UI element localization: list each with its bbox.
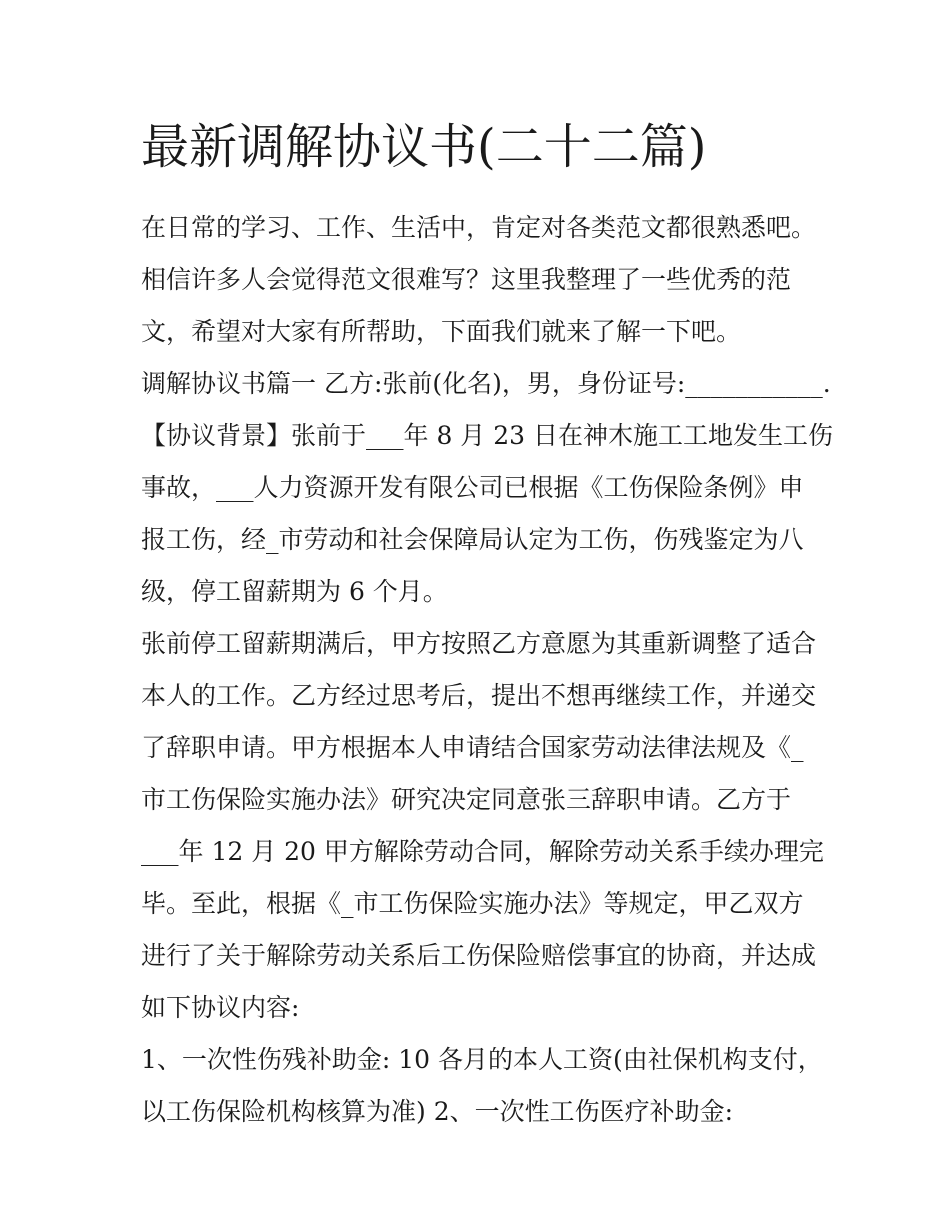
body-line: 张前停工留薪期满后，甲方按照乙方意愿为其重新调整了适合 xyxy=(141,629,817,658)
body-line: 毕。至此，根据《_市工伤保险实施办法》等规定，甲乙双方 xyxy=(141,889,804,918)
body-line: 1、一次性伤残补助金: 10 各月的本人工资(由社保机构支付， xyxy=(141,1045,823,1074)
body-line: 相信许多人会觉得范文很难写？这里我整理了一些优秀的范 xyxy=(141,265,792,294)
body-line: 进行了关于解除劳动关系后工伤保险赔偿事宜的协商，并达成 xyxy=(141,941,817,970)
body-line: 调解协议书篇一 乙方:张前(化名)，男，身份证号:___________. xyxy=(141,369,831,398)
body-line: 本人的工作。乙方经过思考后，提出不想再继续工作，并递交 xyxy=(141,681,817,710)
body-line: 如下协议内容: xyxy=(141,993,300,1022)
body-line: 文，希望对大家有所帮助，下面我们就来了解一下吧。 xyxy=(141,317,742,346)
body-line: ___年 12 月 20 甲方解除劳动合同，解除劳动关系手续办理完 xyxy=(141,837,824,866)
document-body xyxy=(141,202,834,1138)
body-line: 事故，___人力资源开发有限公司已根据《工伤保险条例》申 xyxy=(141,473,804,502)
body-line: 以工伤保险机构核算为准) 2、一次性工伤医疗补助金: xyxy=(141,1097,734,1126)
body-line: 在日常的学习、工作、生活中，肯定对各类范文都很熟悉吧。 xyxy=(141,213,817,242)
body-line: 级，停工留薪期为 6 个月。 xyxy=(141,577,448,606)
document-title: 最新调解协议书(二十二篇) xyxy=(141,119,707,175)
body-line: 【协议背景】张前于___年 8 月 23 日在神木施工工地发生工伤 xyxy=(141,421,834,450)
document-page xyxy=(141,112,834,1138)
body-line: 报工伤，经_市劳动和社会保障局认定为工伤，伤残鉴定为八 xyxy=(141,525,804,554)
body-line: 市工伤保险实施办法》研究决定同意张三辞职申请。乙方于 xyxy=(141,785,792,814)
body-line: 了辞职申请。甲方根据本人申请结合国家劳动法律法规及《_ xyxy=(141,733,804,762)
